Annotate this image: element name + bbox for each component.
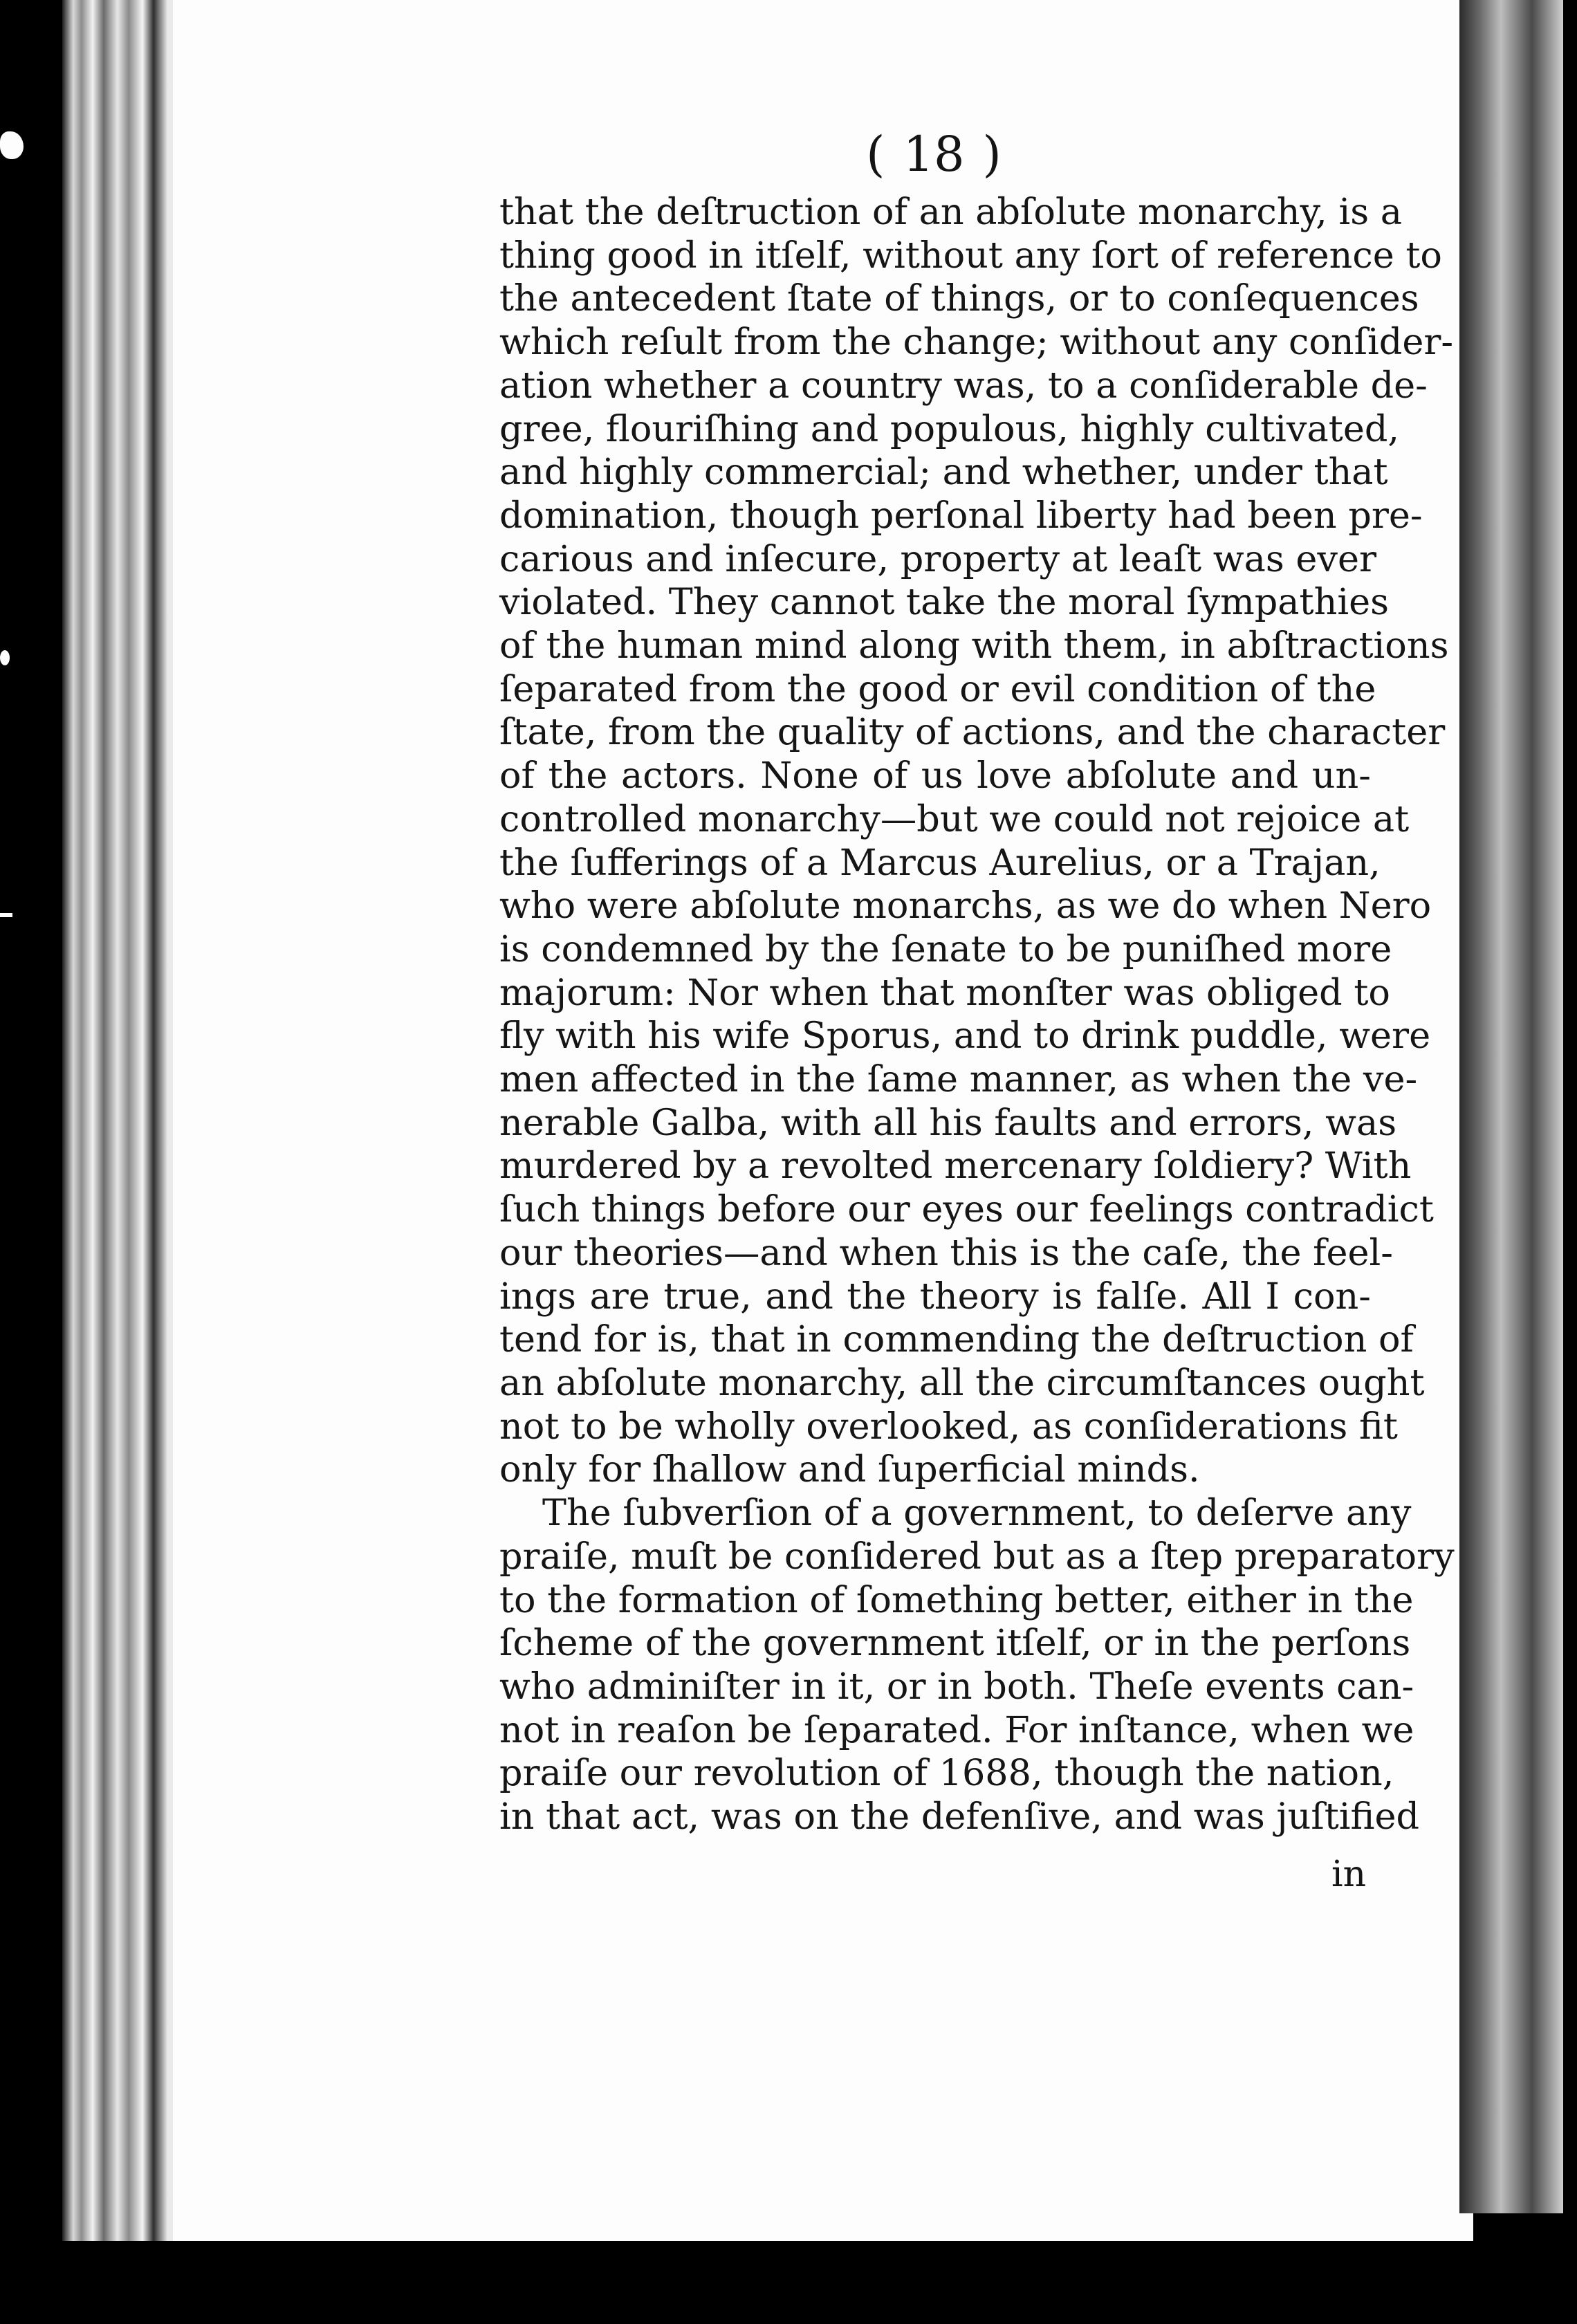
text-line: of the human mind along with them, in abſtractions: [499, 625, 1449, 667]
text-line: ſcheme of the government itſelf, or in the perſons: [499, 1622, 1411, 1665]
text-line: who adminiſter in it, or in both. Theſe events can-: [499, 1665, 1414, 1708]
text-line: in that act, was on the defenſive, and was juſtified: [499, 1796, 1420, 1838]
page-header: [858, 123, 1010, 185]
text-line: carious and inſecure, property at leaſt was ever: [499, 537, 1377, 580]
text-line: and highly commercial; and whether, under that: [499, 451, 1388, 494]
text-line: ſeparated from the good or evil condition of the: [499, 667, 1376, 710]
text-line: violated. They cannot take the moral ſympathies: [499, 581, 1389, 624]
text-line: majorum: Nor when that monſter was obliged to: [499, 971, 1390, 1014]
text-line: thing good in itſelf, without any ſort of reference to: [499, 234, 1442, 277]
header-close-paren: ): [982, 126, 1002, 183]
scan-bottom-edge: [0, 2241, 1577, 2324]
text-line: fly with his wife Sporus, and to drink puddle, were: [499, 1015, 1431, 1058]
scan-artifact: [0, 131, 24, 159]
text-line: controlled monarchy—but we could not rejoice at: [499, 797, 1410, 840]
text-line: praiſe our revolution of 1688, though the nation,: [499, 1752, 1394, 1795]
text-line: domination, though perſonal liberty had been pre-: [499, 494, 1423, 537]
catchword: in: [1331, 1854, 1367, 1895]
text-line: ation whether a country was, to a conſiderable de-: [499, 364, 1428, 407]
text-line: is condemned by the ſenate to be puniſhed more: [499, 928, 1392, 970]
text-line: to the formation of ſomething better, either in the: [499, 1578, 1414, 1621]
text-line: murdered by a revolted mercenary ſoldiery? With: [499, 1145, 1412, 1188]
text-line: not to be wholly overlooked, as conſiderations fit: [499, 1405, 1398, 1448]
text-line: ſtate, from the quality of actions, and the character: [499, 711, 1446, 754]
text-line: only for ſhallow and ſuperficial minds.: [499, 1448, 1200, 1491]
text-line: our theories—and when this is the caſe, the feel-: [499, 1231, 1393, 1274]
scan-artifact: [0, 650, 10, 665]
text-line: of the actors. None of us love abſolute and un-: [499, 755, 1371, 797]
text-line: ings are true, and the theory is falſe. All I con-: [499, 1275, 1371, 1318]
text-line: tend for is, that in commending the deſtruction of: [499, 1318, 1414, 1361]
text-line: The ſubverſion of a government, to deſerve any: [542, 1492, 1412, 1535]
text-line: ſuch things before our eyes our feelings contradict: [499, 1188, 1434, 1231]
page-number: 18: [903, 126, 965, 183]
scan-artifact: [0, 913, 12, 917]
text-line: which reſult from the change; without any conſider-: [499, 321, 1454, 364]
text-line: not in reaſon be ſeparated. For inſtance, when we: [499, 1708, 1414, 1751]
header-open-paren: (: [866, 126, 885, 183]
book-gutter-right: [1459, 0, 1563, 2213]
text-line: the ſufferings of a Marcus Aurelius, or a Trajan,: [499, 841, 1381, 884]
text-line: an abſolute monarchy, all the circumſtances ought: [499, 1361, 1425, 1404]
text-line: praiſe, muſt be conſidered but as a ſtep preparatory: [499, 1535, 1455, 1578]
body-text: [499, 191, 1455, 1839]
text-line: that the deſtruction of an abſolute monarchy, is a: [499, 191, 1402, 233]
text-line: the antecedent ſtate of things, or to conſequences: [499, 277, 1419, 320]
text-line: gree, flouriſhing and populous, highly cultivated,: [499, 407, 1400, 450]
text-line: nerable Galba, with all his faults and errors, was: [499, 1101, 1397, 1144]
text-line: who were abſolute monarchs, as we do when Nero: [499, 885, 1432, 928]
text-line: men affected in the ſame manner, as when the ve-: [499, 1058, 1418, 1101]
